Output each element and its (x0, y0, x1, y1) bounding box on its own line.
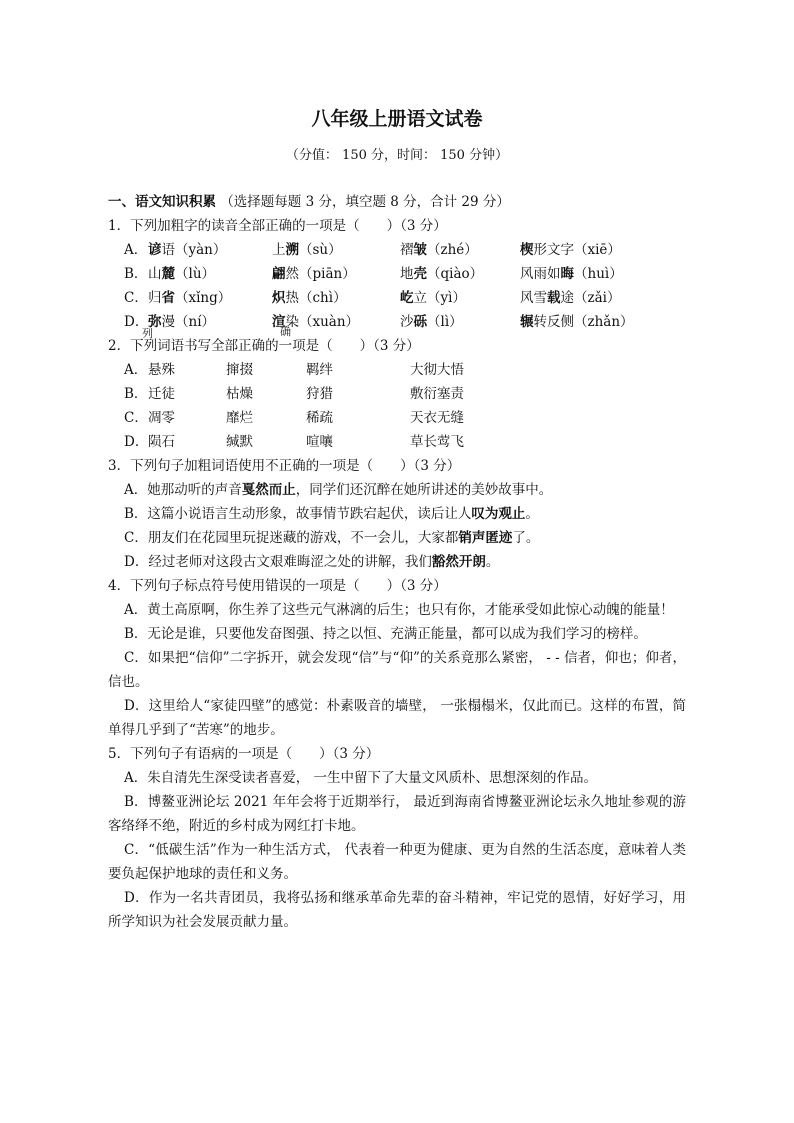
option-label: B． (124, 386, 148, 402)
question-3-option (108, 550, 686, 574)
option-label: C． (124, 290, 148, 306)
option-text: A．她那动听的声音 (124, 482, 242, 498)
option-label: A． (124, 362, 148, 378)
bold-target-char: 辗 (520, 314, 534, 330)
bold-target-char: 溯 (285, 242, 299, 258)
bold-target-char: 翩 (272, 266, 286, 282)
word-item: 靡烂 (226, 410, 253, 426)
option-text: C．朋友们在花园里玩捉迷藏的游戏，不一会儿，大家都 (124, 530, 459, 546)
item-rest: 然（piān） (285, 266, 356, 282)
option-text: B．这篇小说语言生动形象，故事情节跌宕起伏，读后让人 (124, 506, 472, 522)
question-4-stem: 4．下列句子标点符号使用错误的一项是（ ）（3 分） (108, 578, 447, 594)
bold-target-char: 晦 (560, 266, 574, 282)
bold-target-char: 谚 (148, 242, 162, 258)
pinyin-item (400, 262, 520, 286)
option-text: 。 (485, 554, 500, 570)
word-item: 敷衍塞责 (410, 386, 464, 402)
question-3-option (108, 526, 686, 550)
pinyin-item (520, 262, 660, 286)
item-rest: （xǐng） (175, 290, 232, 306)
option-text: 。 (525, 506, 539, 522)
question-1-option-row (108, 238, 686, 262)
item-rest: 转反侧（zhǎn） (533, 314, 634, 330)
word-item: 大彻大悟 (410, 362, 464, 378)
item-prefix: 褶 (400, 242, 414, 258)
bold-phrase: 销声匿迹 (458, 530, 513, 546)
item-prefix: 沙 (400, 314, 414, 330)
question-1-option-row (108, 310, 686, 334)
item-rest: 语（yàn） (161, 242, 227, 258)
word-item: 狩猎 (306, 386, 333, 402)
bold-target-char: 炽 (272, 290, 286, 306)
word-item: 悬殊 (148, 362, 175, 378)
option-label: A． (124, 242, 148, 258)
word-item: 稀疏 (306, 410, 333, 426)
bold-target-char: 砾 (413, 314, 427, 330)
question-4-option-c: C．如果把“信仰”二字拆开，就会发现“信”与“仰”的关系竟那么紧密， - - 信者，仰也；仰者，信也。 (108, 650, 686, 690)
item-rest: 途（zǎi） (560, 290, 621, 306)
bold-target-char: 麓 (161, 266, 175, 282)
question-4-option-a: A．黄土高原啊，你生养了这些元气淋漓的后生；也只有你，才能承受如此惊心动魄的能量！ (124, 602, 674, 618)
item-rest: 热（chì） (285, 290, 347, 306)
question-2-options (108, 358, 686, 454)
option-label: C． (124, 410, 148, 426)
item-rest: （huì） (574, 266, 623, 282)
question-3-stem: 3．下列句子加粗词语使用不正确的一项是（ ）（3 分） (108, 458, 461, 474)
pinyin-item (148, 310, 272, 334)
bold-phrase: 豁然开朗 (431, 554, 486, 570)
word-item: 缄默 (226, 434, 253, 450)
item-rest: 形文字（xiē） (533, 242, 621, 258)
question-2 (108, 325, 686, 454)
item-rest: （lì） (427, 314, 463, 330)
stray-char-2: 确 (280, 325, 291, 338)
pinyin-item (520, 310, 660, 334)
section-heading (108, 190, 686, 214)
exam-subtitle: （分值： 150 分，时间： 150 分钟） (285, 148, 509, 163)
pinyin-item (148, 286, 272, 310)
question-4-option-d: D．这里给人“家徒四壁”的感觉：朴素吸音的墙壁， 一张榻榻米，仅此而已。这样的布置，简单得几乎到了“苦寒”的地步。 (108, 698, 686, 738)
pinyin-item (272, 238, 400, 262)
question-3-options (108, 478, 686, 574)
bold-target-char: 壳 (413, 266, 427, 282)
page-title: 八年级上册语文试卷 (311, 108, 483, 130)
pinyin-item (400, 286, 520, 310)
pinyin-item (148, 238, 272, 262)
item-rest: （lù） (175, 266, 216, 282)
question-2-stem: 2．下列词语书写全部正确的一项是（ ）（3 分） (108, 338, 420, 354)
word-item: 天衣无缝 (410, 410, 464, 426)
item-prefix: 山 (148, 266, 162, 282)
question-5-option-c: C．“低碳生活”作为一种生活方式， 代表着一种更为健康、更为自然的生活态度，意味着人类要负起保护地球的责任和义务。 (108, 842, 686, 882)
item-prefix: 地 (400, 266, 414, 282)
item-rest: 漫（ní） (161, 314, 216, 330)
bold-target-char: 渲 (272, 314, 286, 330)
question-1-option-row (108, 262, 686, 286)
word-item: 喧嚷 (306, 434, 333, 450)
word-item: 迁徒 (148, 386, 175, 402)
pinyin-item (272, 262, 400, 286)
word-item: 凋零 (148, 410, 175, 426)
option-label: B． (124, 266, 148, 282)
word-item: 枯燥 (226, 386, 253, 402)
item-rest: （qiào） (427, 266, 484, 282)
question-2-option-row (108, 406, 686, 430)
section-title: 一、语文知识积累 (108, 194, 216, 210)
question-2-option-row (108, 430, 686, 454)
question-3-option (108, 502, 686, 526)
item-prefix: 上 (272, 242, 286, 258)
bold-target-char: 屹 (400, 290, 414, 306)
option-text: 了。 (512, 530, 540, 546)
bold-target-char: 省 (161, 290, 175, 306)
word-item: 羁绊 (306, 362, 333, 378)
section-note: （选择题每题 3 分，填空题 8 分，合计 29 分） (216, 194, 510, 210)
item-prefix: 归 (148, 290, 162, 306)
pinyin-item (400, 238, 520, 262)
question-3-option (108, 478, 686, 502)
question-5-stem: 5．下列句子有语病的一项是（ ）（3 分） (108, 746, 380, 762)
question-5 (108, 742, 686, 934)
pinyin-item (520, 238, 660, 262)
option-text: ，同学们还沉醉在她所讲述的美妙故事中。 (295, 482, 553, 498)
question-1-option-row (108, 286, 686, 310)
pinyin-item (400, 310, 520, 334)
bold-phrase: 戛然而止 (241, 482, 296, 498)
word-item: 陨石 (148, 434, 175, 450)
question-5-option-d: D．作为一名共青团员，我将弘扬和继承革命先辈的奋斗精神，牢记党的恩情，好好学习，用所学知识为社会发展贡献力量。 (108, 890, 686, 930)
question-5-option-a: A．朱自清先生深受读者喜爱， 一生中留下了大量文风质朴、思想深刻的作品。 (124, 770, 598, 786)
question-4-option-b: B．无论是谁，只要他发奋图强、持之以恒、充满正能量，都可以成为我们学习的榜样。 (124, 626, 647, 642)
question-5-option-b: B．博鳌亚洲论坛 2021 年年会将于近期举行， 最近到海南省博鳌亚洲论坛永久地址参观的游客络绎不绝，附近的乡村成为网红打卡地。 (108, 794, 686, 834)
bold-target-char: 皱 (413, 242, 427, 258)
pinyin-item (272, 286, 400, 310)
bold-target-char: 载 (547, 290, 561, 306)
option-text: D．经过老师对这段古文艰难晦涩之处的讲解，我们 (124, 554, 432, 570)
word-item: 撺掇 (226, 362, 253, 378)
stray-char-1: 列 (142, 327, 153, 340)
question-2-option-row (108, 358, 686, 382)
option-label: D． (124, 434, 149, 450)
question-2-option-row (108, 382, 686, 406)
item-prefix: 风雪 (520, 290, 547, 306)
question-1-stem: 1．下列加粗字的读音全部正确的一项是（ ）（3 分） (108, 218, 447, 234)
bold-target-char: 楔 (520, 242, 534, 258)
item-rest: （zhé） (427, 242, 478, 258)
word-item: 草长莺飞 (410, 434, 464, 450)
item-rest: 染（xuàn） (285, 314, 360, 330)
question-3 (108, 454, 686, 574)
question-4 (108, 574, 686, 742)
item-prefix: 风雨如 (520, 266, 561, 282)
pinyin-item (520, 286, 660, 310)
item-rest: （sù） (299, 242, 342, 258)
item-rest: 立（yì） (413, 290, 466, 306)
pinyin-item (272, 310, 400, 334)
pinyin-item (148, 262, 272, 286)
option-label: D． (124, 314, 149, 330)
question-1 (108, 214, 686, 334)
question-1-options (108, 238, 686, 334)
bold-target-char: 弥 (148, 314, 162, 330)
bold-phrase: 叹为观止 (471, 506, 526, 522)
